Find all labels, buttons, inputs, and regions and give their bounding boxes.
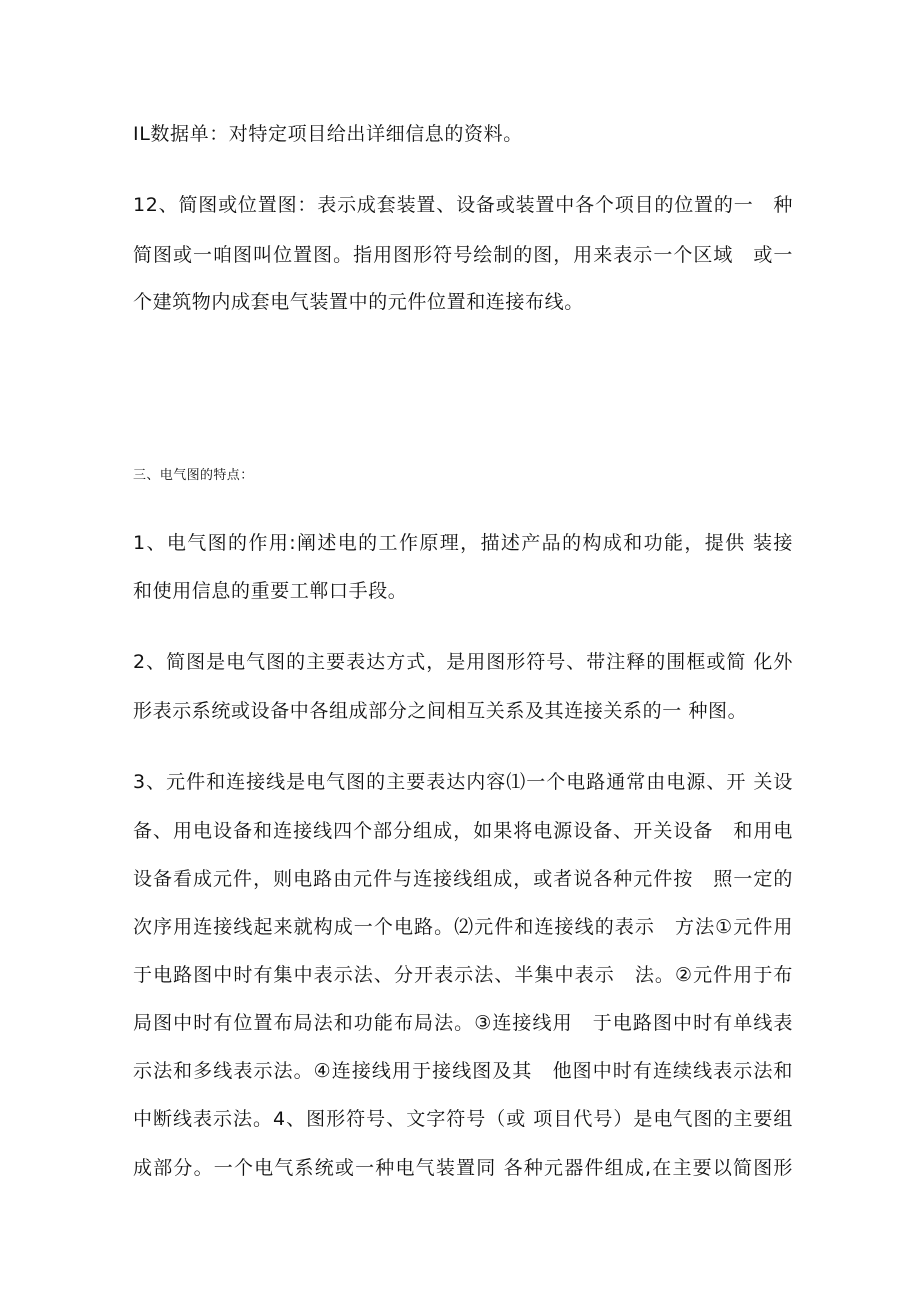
paragraph-feature-1-line-1: 1、电气图的作用:阐述电的工作原理，描述产品的构成和功能，提供 装接	[133, 532, 793, 554]
paragraph-feature-3-line-4: 次序用连接线起来就构成一个电路。⑵元件和连接线的表示 方法①元件用	[133, 916, 793, 938]
paragraph-feature-2-line-1: 2、简图是电气图的主要表达方式，是用图形符号、带注释的围框或简 化外	[133, 651, 793, 673]
paragraph-feature-3-line-2: 备、用电设备和连接线四个部分组成，如果将电源设备、开关设备 和用电	[133, 820, 793, 842]
paragraph-item-11: IL数据单：对特定项目给出详细信息的资料。	[133, 123, 523, 145]
paragraph-item-12-line-1: 12、简图或位置图：表示成套装置、设备或装置中各个项目的位置的一 种	[133, 194, 793, 216]
paragraph-feature-3-line-9: 成部分。一个电气系统或一种电气装置同 各种元器件组成,在主要以简图形	[133, 1157, 793, 1179]
paragraph-feature-3-line-1: 3、元件和连接线是电气图的主要表达内容⑴一个电路通常由电源、开 关设	[133, 771, 793, 793]
paragraph-feature-3-line-6: 局图中时有位置布局法和功能布局法。③连接线用 于电路图中时有单线表	[133, 1012, 793, 1034]
paragraph-feature-3-line-8: 中断线表示法。4、图形符号、文字符号（或 项目代号）是电气图的主要组	[133, 1108, 793, 1130]
paragraph-feature-3-line-7: 示法和多线表示法。④连接线用于接线图及其 他图中时有连续线表示法和	[133, 1060, 793, 1082]
section-heading: 三、电气图的特点：	[133, 468, 254, 483]
paragraph-feature-3-line-3: 设备看成元件，则电路由元件与连接线组成，或者说各种元件按 照一定的	[133, 868, 793, 890]
paragraph-feature-2-line-2: 形表示系统或设备中各组成部分之间相互关系及其连接关系的一 种图。	[133, 700, 748, 722]
paragraph-item-12-line-2: 简图或一咱图叫位置图。指用图形符号绘制的图，用来表示一个区域 或一	[133, 244, 793, 266]
paragraph-item-12-line-3: 个建筑物内成套电气装置中的元件位置和连接布线。	[133, 291, 584, 313]
paragraph-feature-1-line-2: 和使用信息的重要工郸口手段。	[133, 580, 408, 602]
paragraph-feature-3-line-5: 于电路图中时有集中表示法、分开表示法、半集中表示 法。②元件用于布	[133, 964, 793, 986]
